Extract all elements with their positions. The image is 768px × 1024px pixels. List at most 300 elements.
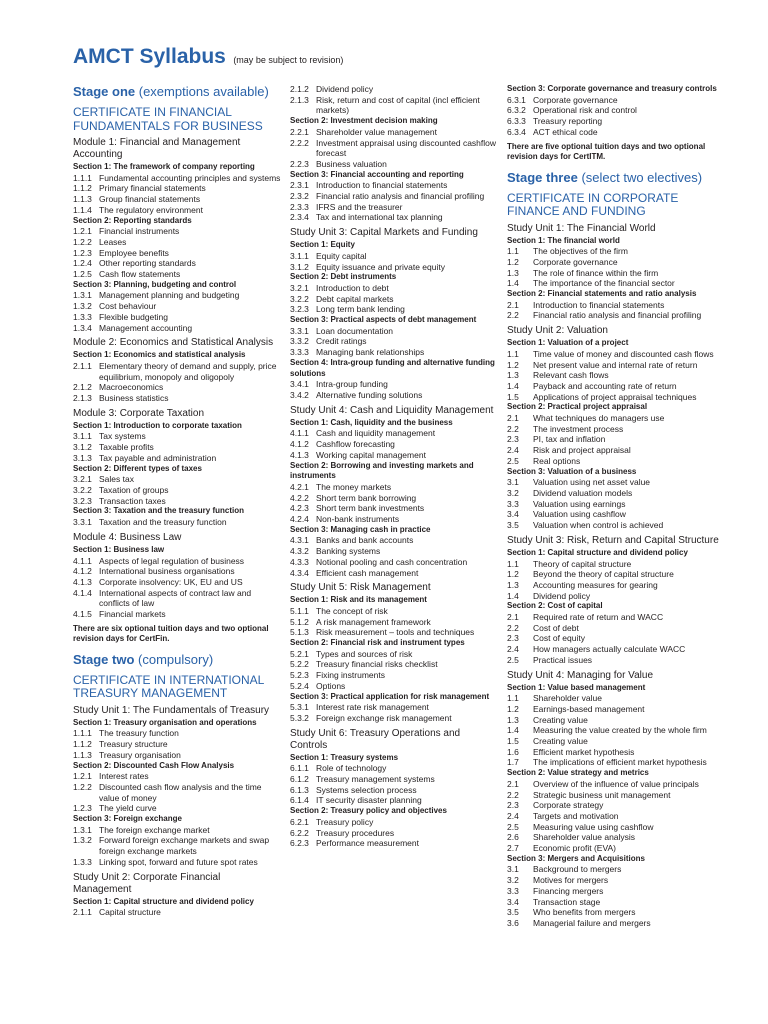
syllabus-item xyxy=(73,431,281,442)
item-number: 2.3.3 xyxy=(290,201,309,212)
item-number: 2.2 xyxy=(507,423,519,434)
module-heading: Study Unit 3: Risk, Return and Capital Structure xyxy=(507,534,719,546)
syllabus-item xyxy=(290,785,497,796)
syllabus-item xyxy=(507,779,719,790)
item-number: 1.2.1 xyxy=(73,771,92,782)
item-number: 1.4 xyxy=(507,380,519,391)
syllabus-item xyxy=(73,825,281,836)
syllabus-item xyxy=(507,591,719,602)
syllabus-item xyxy=(290,450,497,461)
item-text: Relevant cash flows xyxy=(533,370,609,381)
item-text: Leases xyxy=(99,236,127,247)
module-heading: Module 1: Financial and Management Accounting xyxy=(73,137,241,160)
certificate-heading: CERTIFICATE IN CORPORATE FINANCE AND FUNDING xyxy=(507,190,679,219)
syllabus-item xyxy=(73,323,281,334)
syllabus-item xyxy=(290,390,497,401)
item-number: 3.4.1 xyxy=(290,379,309,390)
syllabus-item xyxy=(73,183,281,194)
syllabus-item xyxy=(73,496,281,507)
syllabus-item xyxy=(507,800,719,811)
tuition-note: There are six optional tuition days and two optional revision days for CertFin. xyxy=(73,623,269,643)
section-heading: Section 2: Different types of taxes xyxy=(73,463,202,473)
item-text: Shareholder value xyxy=(533,693,602,704)
item-text: Cash flow statements xyxy=(99,269,181,280)
syllabus-item xyxy=(73,556,281,567)
item-text: Tax systems xyxy=(99,431,146,442)
section-heading: Section 2: Discounted Cash Flow Analysis xyxy=(73,760,235,770)
syllabus-item xyxy=(507,499,719,510)
item-text: Types and sources of risk xyxy=(316,648,413,659)
syllabus-item xyxy=(73,301,281,312)
item-text: Net present value and internal rate of return xyxy=(533,359,698,370)
syllabus-item xyxy=(507,725,719,736)
item-text: Valuation when control is achieved xyxy=(533,520,664,531)
item-text: Treasury policy xyxy=(316,816,374,827)
section-heading: Section 1: Economics and statistical analysis xyxy=(73,350,246,360)
item-number: 6.2.1 xyxy=(290,816,309,827)
section-heading: Section 3: Practical application for risk management xyxy=(290,691,490,701)
item-number: 3.4 xyxy=(507,896,519,907)
item-text: Interest rates xyxy=(99,771,149,782)
syllabus-item xyxy=(507,790,719,801)
item-number: 3.3 xyxy=(507,498,519,509)
section-heading: Section 2: Investment decision making xyxy=(290,116,438,126)
syllabus-item xyxy=(73,269,281,280)
section-heading: Section 3: Valuation of a business xyxy=(507,466,637,476)
item-number: 6.2.2 xyxy=(290,827,309,838)
item-number: 1.2 xyxy=(507,256,519,267)
section-heading: Section 1: Capital structure and dividend policy xyxy=(507,547,688,557)
syllabus-item xyxy=(507,349,719,360)
syllabus-item xyxy=(73,782,281,803)
item-text: Discounted cash flow analysis and the time value of money xyxy=(99,781,262,803)
syllabus-item xyxy=(507,95,719,106)
syllabus-item xyxy=(290,557,497,568)
item-number: 5.3.1 xyxy=(290,702,309,713)
syllabus-item xyxy=(290,379,497,390)
section-heading: Section 2: Practical project appraisal xyxy=(507,402,648,412)
section-heading: Section 3: Financial accounting and reporting xyxy=(290,169,464,179)
item-text: Debt capital markets xyxy=(316,293,394,304)
syllabus-item xyxy=(73,517,281,528)
syllabus-item xyxy=(507,897,719,908)
syllabus-item xyxy=(507,822,719,833)
item-text: Foreign exchange risk management xyxy=(316,712,452,723)
item-text: Primary financial statements xyxy=(99,183,206,194)
item-number: 4.2.4 xyxy=(290,514,309,525)
item-text: Non-bank instruments xyxy=(316,514,400,525)
syllabus-item xyxy=(507,381,719,392)
section-heading: Section 3: Corporate governance and treasury controls xyxy=(507,84,717,93)
item-text: Notional pooling and cash concentration xyxy=(316,556,468,567)
item-number: 1.3 xyxy=(507,370,519,381)
item-text: Banking systems xyxy=(316,546,381,557)
syllabus-item xyxy=(73,566,281,577)
item-number: 3.3.2 xyxy=(290,336,309,347)
section-heading: Section 3: Managing cash in practice xyxy=(290,524,431,534)
syllabus-item xyxy=(73,237,281,248)
item-number: 5.2.1 xyxy=(290,648,309,659)
syllabus-item xyxy=(507,832,719,843)
syllabus-item xyxy=(290,304,497,315)
syllabus-item xyxy=(290,670,497,681)
syllabus-item xyxy=(290,212,497,223)
item-text: Role of technology xyxy=(316,763,387,774)
item-number: 2.1.3 xyxy=(290,94,309,105)
item-number: 1.1.3 xyxy=(73,194,92,205)
item-text: A risk management framework xyxy=(316,616,431,627)
item-text: Short term bank borrowing xyxy=(316,492,417,503)
item-text: Who benefits from mergers xyxy=(533,907,636,918)
item-text: Cashflow forecasting xyxy=(316,439,395,450)
item-text: The role of finance within the firm xyxy=(533,267,659,278)
item-number: 3.2 xyxy=(507,487,519,498)
syllabus-item xyxy=(290,627,497,638)
item-text: Cash and liquidity management xyxy=(316,428,436,439)
syllabus-item xyxy=(507,655,719,666)
item-number: 1.2 xyxy=(507,569,519,580)
item-number: 2.4 xyxy=(507,445,519,456)
item-number: 3.1 xyxy=(507,864,519,875)
item-text: Beyond the theory of capital structure xyxy=(533,569,674,580)
item-number: 6.1.2 xyxy=(290,774,309,785)
item-text: Intra-group funding xyxy=(316,379,388,390)
item-number: 1.2.5 xyxy=(73,269,92,280)
item-number: 1.5 xyxy=(507,391,519,402)
syllabus-item xyxy=(290,713,497,724)
item-number: 4.2.2 xyxy=(290,492,309,503)
syllabus-item xyxy=(290,138,497,159)
item-text: Corporate insolvency: UK, EU and US xyxy=(99,576,243,587)
certificate-heading: CERTIFICATE IN FINANCIAL FUNDAMENTALS FOR BUSINESS xyxy=(73,105,263,133)
section-heading: Section 2: Debt instruments xyxy=(290,272,397,282)
stage-heading xyxy=(73,652,281,668)
item-number: 2.5 xyxy=(507,455,519,466)
module-heading: Study Unit 4: Cash and Liquidity Management xyxy=(290,404,494,416)
item-text: Payback and accounting rate of return xyxy=(533,380,677,391)
module-heading: Study Unit 1: The Fundamentals of Treasury xyxy=(73,704,270,716)
item-number: 2.2.2 xyxy=(290,137,309,148)
syllabus-item xyxy=(290,428,497,439)
item-text: The treasury function xyxy=(99,728,179,739)
item-number: 1.2.1 xyxy=(73,226,92,237)
item-number: 1.1.3 xyxy=(73,749,92,760)
item-number: 2.1.2 xyxy=(73,382,92,393)
item-number: 1.1.2 xyxy=(73,739,92,750)
syllabus-item xyxy=(507,520,719,531)
item-number: 3.2.2 xyxy=(290,293,309,304)
item-text: Linking spot, forward and future spot rates xyxy=(99,856,258,867)
item-text: Valuation using cashflow xyxy=(533,509,626,520)
syllabus-item xyxy=(507,488,719,499)
syllabus-item xyxy=(290,681,497,692)
syllabus-item xyxy=(507,864,719,875)
item-number: 4.1.2 xyxy=(73,566,92,577)
syllabus-item xyxy=(507,278,719,289)
syllabus-item xyxy=(73,393,281,404)
item-text: Earnings-based management xyxy=(533,703,645,714)
item-number: 4.3.2 xyxy=(290,546,309,557)
syllabus-item xyxy=(290,283,497,294)
section-heading: Section 2: Cost of capital xyxy=(507,601,603,611)
item-number: 3.2.3 xyxy=(290,304,309,315)
item-text: Risk measurement – tools and techniques xyxy=(316,627,475,638)
item-number: 1.1.4 xyxy=(73,204,92,215)
syllabus-column-3 xyxy=(507,84,719,929)
item-text: Time value of money and discounted cash flows xyxy=(533,348,714,359)
item-number: 2.3.2 xyxy=(290,191,309,202)
section-heading: Section 1: Introduction to corporate taxation xyxy=(73,420,242,430)
item-text: Transaction stage xyxy=(533,896,601,907)
section-heading: Section 1: Capital structure and dividend policy xyxy=(73,896,254,906)
syllabus-item xyxy=(290,659,497,670)
syllabus-item xyxy=(290,202,497,213)
item-text: Dividend policy xyxy=(316,84,374,94)
module-heading: Study Unit 2: Corporate Financial Management xyxy=(73,871,221,895)
item-number: 1.1.1 xyxy=(73,172,92,183)
section-heading: Section 2: Borrowing and investing markets and instruments xyxy=(290,460,474,481)
item-text: ACT ethical code xyxy=(533,126,598,137)
syllabus-item xyxy=(507,623,719,634)
syllabus-item xyxy=(73,290,281,301)
item-text: Measuring value using cashflow xyxy=(533,821,654,832)
stage-note: (compulsory) xyxy=(138,651,214,667)
syllabus-item xyxy=(290,191,497,202)
item-text: Introduction to debt xyxy=(316,282,389,293)
item-number: 1.2 xyxy=(507,703,519,714)
item-number: 4.3.1 xyxy=(290,535,309,546)
syllabus-item xyxy=(73,194,281,205)
item-number: 1.1.2 xyxy=(73,183,92,194)
item-text: The foreign exchange market xyxy=(99,824,210,835)
module-heading: Module 4: Business Law xyxy=(73,531,182,543)
item-number: 1.2.4 xyxy=(73,258,92,269)
item-text: Valuation using net asset value xyxy=(533,477,651,488)
syllabus-item xyxy=(507,116,719,127)
item-text: Creating value xyxy=(533,714,588,725)
syllabus-item xyxy=(290,617,497,628)
item-number: 1.3.4 xyxy=(73,322,92,333)
syllabus-item xyxy=(507,257,719,268)
syllabus-item xyxy=(290,127,497,138)
item-text: Alternative funding solutions xyxy=(316,389,423,400)
syllabus-item xyxy=(290,347,497,358)
item-text: Real options xyxy=(533,455,581,466)
item-number: 1.5 xyxy=(507,736,519,747)
syllabus-item xyxy=(290,568,497,579)
item-text: Measuring the value created by the whole firm xyxy=(533,725,707,736)
item-number: 3.2.2 xyxy=(73,484,92,495)
syllabus-item xyxy=(290,159,497,170)
module-heading: Study Unit 1: The Financial World xyxy=(507,222,656,234)
item-number: 2.3.1 xyxy=(290,180,309,191)
item-number: 4.1.4 xyxy=(73,587,92,598)
section-heading: Section 1: Treasury organisation and operations xyxy=(73,717,257,727)
item-text: The investment process xyxy=(533,423,624,434)
item-number: 2.4 xyxy=(507,644,519,655)
stage-note: (select two electives) xyxy=(581,169,703,185)
item-text: Taxable profits xyxy=(99,442,154,453)
syllabus-item xyxy=(507,559,719,570)
syllabus-item xyxy=(290,817,497,828)
item-number: 3.3.1 xyxy=(290,325,309,336)
module-heading: Study Unit 4: Managing for Value xyxy=(507,669,654,681)
item-text: Financial ratio analysis and financial profiling xyxy=(316,191,485,202)
item-text: Elementary theory of demand and supply, price equilibrium, monopoly and oligopoly xyxy=(99,360,277,382)
item-text: Forward foreign exchange markets and swap foreign exchange markets xyxy=(99,835,270,857)
syllabus-item xyxy=(73,312,281,323)
item-number: 2.5 xyxy=(507,654,519,665)
item-number: 1.3 xyxy=(507,579,519,590)
syllabus-item xyxy=(290,763,497,774)
syllabus-item xyxy=(507,704,719,715)
syllabus-item xyxy=(290,514,497,525)
item-number: 5.1.1 xyxy=(290,605,309,616)
item-number: 4.3.4 xyxy=(290,567,309,578)
item-number: 6.3.2 xyxy=(507,105,526,116)
item-text: Systems selection process xyxy=(316,784,417,795)
syllabus-item xyxy=(290,493,497,504)
syllabus-item xyxy=(507,105,719,116)
stage-note: (exemptions available) xyxy=(138,84,269,99)
item-text: Economic profit (EVA) xyxy=(533,843,616,854)
syllabus-item xyxy=(507,509,719,520)
section-heading: Section 1: Value based management xyxy=(507,682,646,692)
item-text: Practical issues xyxy=(533,654,593,665)
item-text: Managerial failure and mergers xyxy=(533,918,651,928)
module-heading: Study Unit 3: Capital Markets and Funding xyxy=(290,227,478,239)
item-text: Equity issuance and private equity xyxy=(316,261,445,272)
item-number: 3.2.1 xyxy=(73,474,92,485)
syllabus-item xyxy=(507,445,719,456)
section-heading: Section 1: The framework of company reporting xyxy=(73,162,255,171)
item-text: The yield curve xyxy=(99,803,157,814)
section-heading: Section 1: Business law xyxy=(73,544,165,554)
item-text: Cost of equity xyxy=(533,633,585,644)
section-heading: Section 2: Value strategy and metrics xyxy=(507,768,649,778)
item-text: Tax payable and administration xyxy=(99,452,217,463)
item-number: 3.4 xyxy=(507,509,519,520)
item-text: Employee benefits xyxy=(99,247,169,258)
syllabus-item xyxy=(507,434,719,445)
module-heading: Study Unit 2: Valuation xyxy=(507,325,608,337)
item-number: 2.1 xyxy=(507,612,519,623)
syllabus-item xyxy=(507,360,719,371)
item-number: 1.3.1 xyxy=(73,290,92,301)
section-heading: Section 4: Intra-group funding and alternative funding solutions xyxy=(290,357,495,378)
item-number: 1.2.3 xyxy=(73,803,92,814)
module-heading: Study Unit 6: Treasury Operations and Controls xyxy=(290,727,461,751)
item-text: Taxation of groups xyxy=(99,484,169,495)
item-number: 2.1.3 xyxy=(73,393,92,404)
item-number: 2.1.1 xyxy=(73,360,92,371)
item-number: 2.5 xyxy=(507,821,519,832)
item-text: Theory of capital structure xyxy=(533,558,632,569)
item-number: 6.3.3 xyxy=(507,116,526,127)
item-number: 2.1 xyxy=(507,778,519,789)
item-text: The objectives of the firm xyxy=(533,246,628,257)
item-text: Management accounting xyxy=(99,322,193,333)
syllabus-item xyxy=(290,336,497,347)
syllabus-item xyxy=(73,588,281,609)
syllabus-item xyxy=(507,310,719,321)
item-number: 4.1.1 xyxy=(73,555,92,566)
syllabus-item xyxy=(507,580,719,591)
syllabus-item xyxy=(507,569,719,580)
item-text: International aspects of contract law and conflicts of law xyxy=(99,587,252,609)
item-number: 2.1.2 xyxy=(290,84,309,94)
item-text: Operational risk and control xyxy=(533,105,637,116)
syllabus-item xyxy=(507,875,719,886)
item-text: The importance of the financial sector xyxy=(533,278,675,289)
item-number: 4.1.1 xyxy=(290,428,309,439)
syllabus-item xyxy=(290,326,497,337)
item-text: Valuation using earnings xyxy=(533,498,626,509)
item-number: 2.3 xyxy=(507,434,519,445)
item-text: Corporate strategy xyxy=(533,800,604,811)
item-text: Macroeconomics xyxy=(99,382,164,393)
syllabus-item xyxy=(290,546,497,557)
item-number: 2.1 xyxy=(507,413,519,424)
item-number: 2.6 xyxy=(507,832,519,843)
syllabus-item xyxy=(290,84,497,95)
item-text: Corporate governance xyxy=(533,94,618,105)
item-number: 1.3.3 xyxy=(73,856,92,867)
syllabus-item xyxy=(507,693,719,704)
item-text: Risk, return and cost of capital (incl efficient markets) xyxy=(316,94,480,116)
item-text: Efficient cash management xyxy=(316,567,419,578)
syllabus-item xyxy=(73,226,281,237)
section-heading: Section 3: Foreign exchange xyxy=(73,814,182,824)
syllabus-item xyxy=(73,453,281,464)
syllabus-item xyxy=(290,649,497,660)
item-number: 3.1 xyxy=(507,477,519,488)
item-text: Financial ratio analysis and financial profiling xyxy=(533,310,702,321)
syllabus-item xyxy=(507,886,719,897)
section-heading: Section 2: Financial statements and ratio analysis xyxy=(507,289,697,299)
section-heading: Section 3: Practical aspects of debt management xyxy=(290,315,477,325)
syllabus-item xyxy=(290,503,497,514)
tuition-note: There are five optional tuition days and two optional revision days for CertITM. xyxy=(507,141,706,161)
section-heading: Section 3: Mergers and Acquisitions xyxy=(507,853,645,863)
syllabus-item xyxy=(507,644,719,655)
item-text: Corporate governance xyxy=(533,256,618,267)
syllabus-item xyxy=(73,173,281,184)
item-text: International business organisations xyxy=(99,566,235,577)
item-text: Applications of project appraisal techniques xyxy=(533,391,697,402)
item-text: Dividend valuation models xyxy=(533,487,633,498)
syllabus-item xyxy=(507,246,719,257)
item-text: Fixing instruments xyxy=(316,670,385,681)
item-number: 1.1 xyxy=(507,348,519,359)
item-number: 2.2 xyxy=(507,622,519,633)
item-number: 1.3.2 xyxy=(73,835,92,846)
syllabus-item xyxy=(507,811,719,822)
syllabus-item xyxy=(507,413,719,424)
syllabus-item xyxy=(507,392,719,403)
item-number: 2.2.3 xyxy=(290,158,309,169)
item-number: 5.3.2 xyxy=(290,712,309,723)
item-text: Treasury organisation xyxy=(99,749,181,760)
item-number: 3.4.2 xyxy=(290,389,309,400)
syllabus-item xyxy=(507,127,719,138)
syllabus-item xyxy=(507,477,719,488)
item-text: Treasury procedures xyxy=(316,827,395,838)
syllabus-item xyxy=(290,95,497,116)
syllabus-item xyxy=(73,485,281,496)
stage-heading xyxy=(73,84,281,100)
item-number: 2.1 xyxy=(507,299,519,310)
